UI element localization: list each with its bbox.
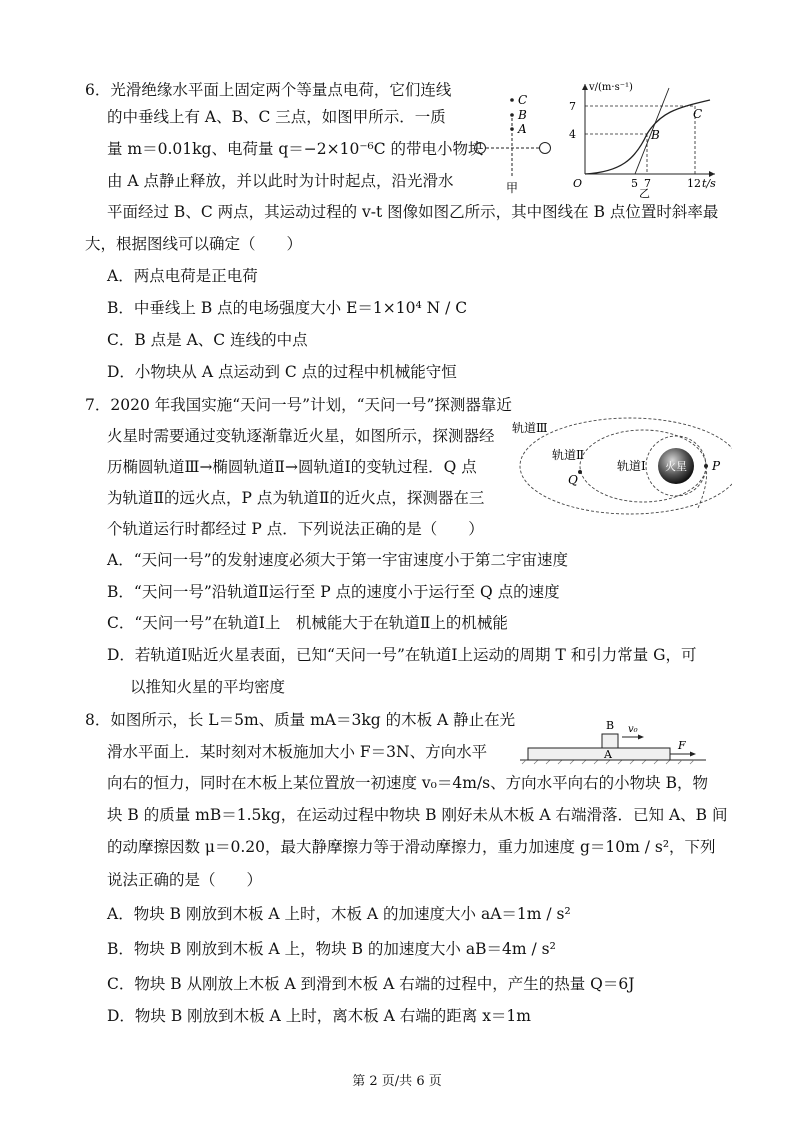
q6-line-5: 平面经过 B、C 两点，其运动过程的 v-t 图像如图乙所示，其中图线在 B 点位置时斜率最 xyxy=(107,203,719,221)
caption-jia: 甲 xyxy=(506,181,519,195)
q6-line-1: 6．光滑绝缘水平面上固定两个等量点电荷，它们连线 xyxy=(85,81,452,99)
q6-figure-jia xyxy=(470,88,560,198)
point-b-dot xyxy=(510,113,514,117)
q7-line-3: 历椭圆轨道Ⅲ→椭圆轨道Ⅱ→圆轨道Ⅰ的变轨过程．Q 点 xyxy=(107,458,477,476)
point-c-label: C xyxy=(693,107,703,121)
q7-line-2: 火星时需要通过变轨逐渐靠近火星，如图所示，探测器经 xyxy=(107,427,495,445)
orbit-3-label: 轨道Ⅲ xyxy=(512,421,548,435)
q7-option-c: C．“天问一号”在轨道Ⅰ上 机械能大于在轨道Ⅱ上的机械能 xyxy=(107,614,508,632)
q7-line-5: 个轨道运行时都经过 P 点．下列说法正确的是（ ） xyxy=(107,520,484,538)
q8-line-6: 说法正确的是（ ） xyxy=(107,871,263,889)
q8-option-a: A．物块 B 刚放到木板 A 上时，木板 A 的加速度大小 aA＝1m / s² xyxy=(107,905,571,923)
q7-option-d-cont: 以推知火星的平均密度 xyxy=(130,678,286,696)
ytick-4: 4 xyxy=(569,128,576,141)
orbit-2-label: 轨道Ⅱ xyxy=(552,448,585,462)
q8-line-3: 向右的恒力，同时在木板上某位置放一初速度 v₀＝4m/s、方向水平向右的小物块 B，物 xyxy=(107,774,708,792)
q7-line-4: 为轨道Ⅱ的远火点，P 点为轨道Ⅱ的近火点，探测器在三 xyxy=(107,489,485,507)
q8-line-2: 滑水平面上．某时刻对木板施加大小 F＝3N、方向水平 xyxy=(107,743,488,761)
v0-arrowhead xyxy=(638,735,644,740)
point-q-dot xyxy=(578,470,582,474)
orbit-1-label: 轨道Ⅰ xyxy=(617,459,646,473)
mars-label: 火星 xyxy=(665,460,687,473)
q6-line-2: 的中垂线上有 A、B、C 三点，如图甲所示．一质 xyxy=(107,108,446,126)
q6-option-a: A．两点电荷是正电荷 xyxy=(107,267,258,285)
xtick-12: 12 xyxy=(687,177,701,190)
q6-option-c: C．B 点是 A、C 连线的中点 xyxy=(107,331,308,349)
force-arrowhead xyxy=(690,752,696,757)
x-axis-label: t/s xyxy=(702,177,716,190)
xtick-5: 5 xyxy=(631,177,638,190)
point-p-dot xyxy=(704,464,708,468)
q6-line-4: 由 A 点静止释放，并以此时为计时起点，沿光滑水 xyxy=(107,172,454,190)
q6-figure-yi xyxy=(565,78,725,198)
board-a xyxy=(528,748,670,760)
q7-option-a: A．“天问一号”的发射速度必须大于第一宇宙速度小于第二宇宙速度 xyxy=(107,551,569,569)
q8-line-4: 块 B 的质量 mB＝1.5kg，在运动过程中物块 B 刚好未从木板 A 右端滑落．已知 A、B 间 xyxy=(107,806,728,824)
q6-option-d: D．小物块从 A 点运动到 C 点的过程中机械能守恒 xyxy=(107,363,457,381)
q8-option-b: B．物块 B 刚放到木板 A 上，物块 B 的加速度大小 aB＝4m / s² xyxy=(107,940,556,958)
q7-option-d: D．若轨道Ⅰ贴近火星表面，已知“天问一号”在轨道Ⅰ上运动的周期 T 和引力常量 G，可 xyxy=(107,646,697,664)
y-axis-arrow xyxy=(582,84,588,90)
label-a: A xyxy=(518,122,527,136)
q6-line-6: 大，根据图线可以确定（ ） xyxy=(85,235,303,253)
point-charge-right xyxy=(540,143,551,154)
ytick-7: 7 xyxy=(569,100,576,113)
page-footer: 第 2 页/共 6 页 xyxy=(352,1074,442,1089)
board-a-label: A xyxy=(604,748,612,761)
block-b-label: B xyxy=(606,719,615,732)
point-a-dot xyxy=(510,127,514,131)
q8-line-5: 的动摩擦因数 μ＝0.20，最大静摩擦力等于滑动摩擦力，重力加速度 g＝10m / s²，下列 xyxy=(107,838,716,856)
force-label: F xyxy=(678,739,686,752)
point-q-label: Q xyxy=(568,473,578,487)
xtick-7: 7 xyxy=(644,177,651,190)
point-p-label: P xyxy=(712,459,721,473)
origin-label: O xyxy=(573,177,583,190)
q7-option-b: B．“天问一号”沿轨道Ⅱ运行至 P 点的速度小于运行至 Q 点的速度 xyxy=(107,583,560,601)
label-c: C xyxy=(518,93,528,107)
q6-line-3: 量 m＝0.01kg、电荷量 q＝−2×10⁻⁶C 的带电小物块 xyxy=(107,140,484,158)
q6-option-b: B．中垂线上 B 点的电场强度大小 E＝1×10⁴ N / C xyxy=(107,299,468,317)
q7-line-1: 7．2020 年我国实施“天问一号”计划，“天问一号”探测器靠近 xyxy=(85,396,512,414)
caption-yi: 乙 xyxy=(639,187,650,198)
label-b: B xyxy=(518,108,527,122)
v0-label: v₀ xyxy=(628,724,638,735)
point-b-label: B xyxy=(651,128,660,142)
q8-line-1: 8．如图所示，长 L＝5m、质量 mA＝3kg 的木板 A 静止在光 xyxy=(85,711,516,729)
q8-board-figure xyxy=(518,716,708,766)
vt-curve xyxy=(585,100,710,174)
y-axis-label: v/(m·s⁻¹) xyxy=(589,82,633,93)
block-b xyxy=(602,734,618,748)
q7-orbit-figure xyxy=(510,412,732,520)
point-c-dot xyxy=(510,98,514,102)
q8-option-d: D．物块 B 刚放到木板 A 上时，离木板 A 右端的距离 x＝1m xyxy=(107,1007,531,1025)
q8-option-c: C．物块 B 从刚放上木板 A 到滑到木板 A 右端的过程中，产生的热量 Q＝6J xyxy=(107,975,635,993)
point-charge-left xyxy=(475,143,486,154)
